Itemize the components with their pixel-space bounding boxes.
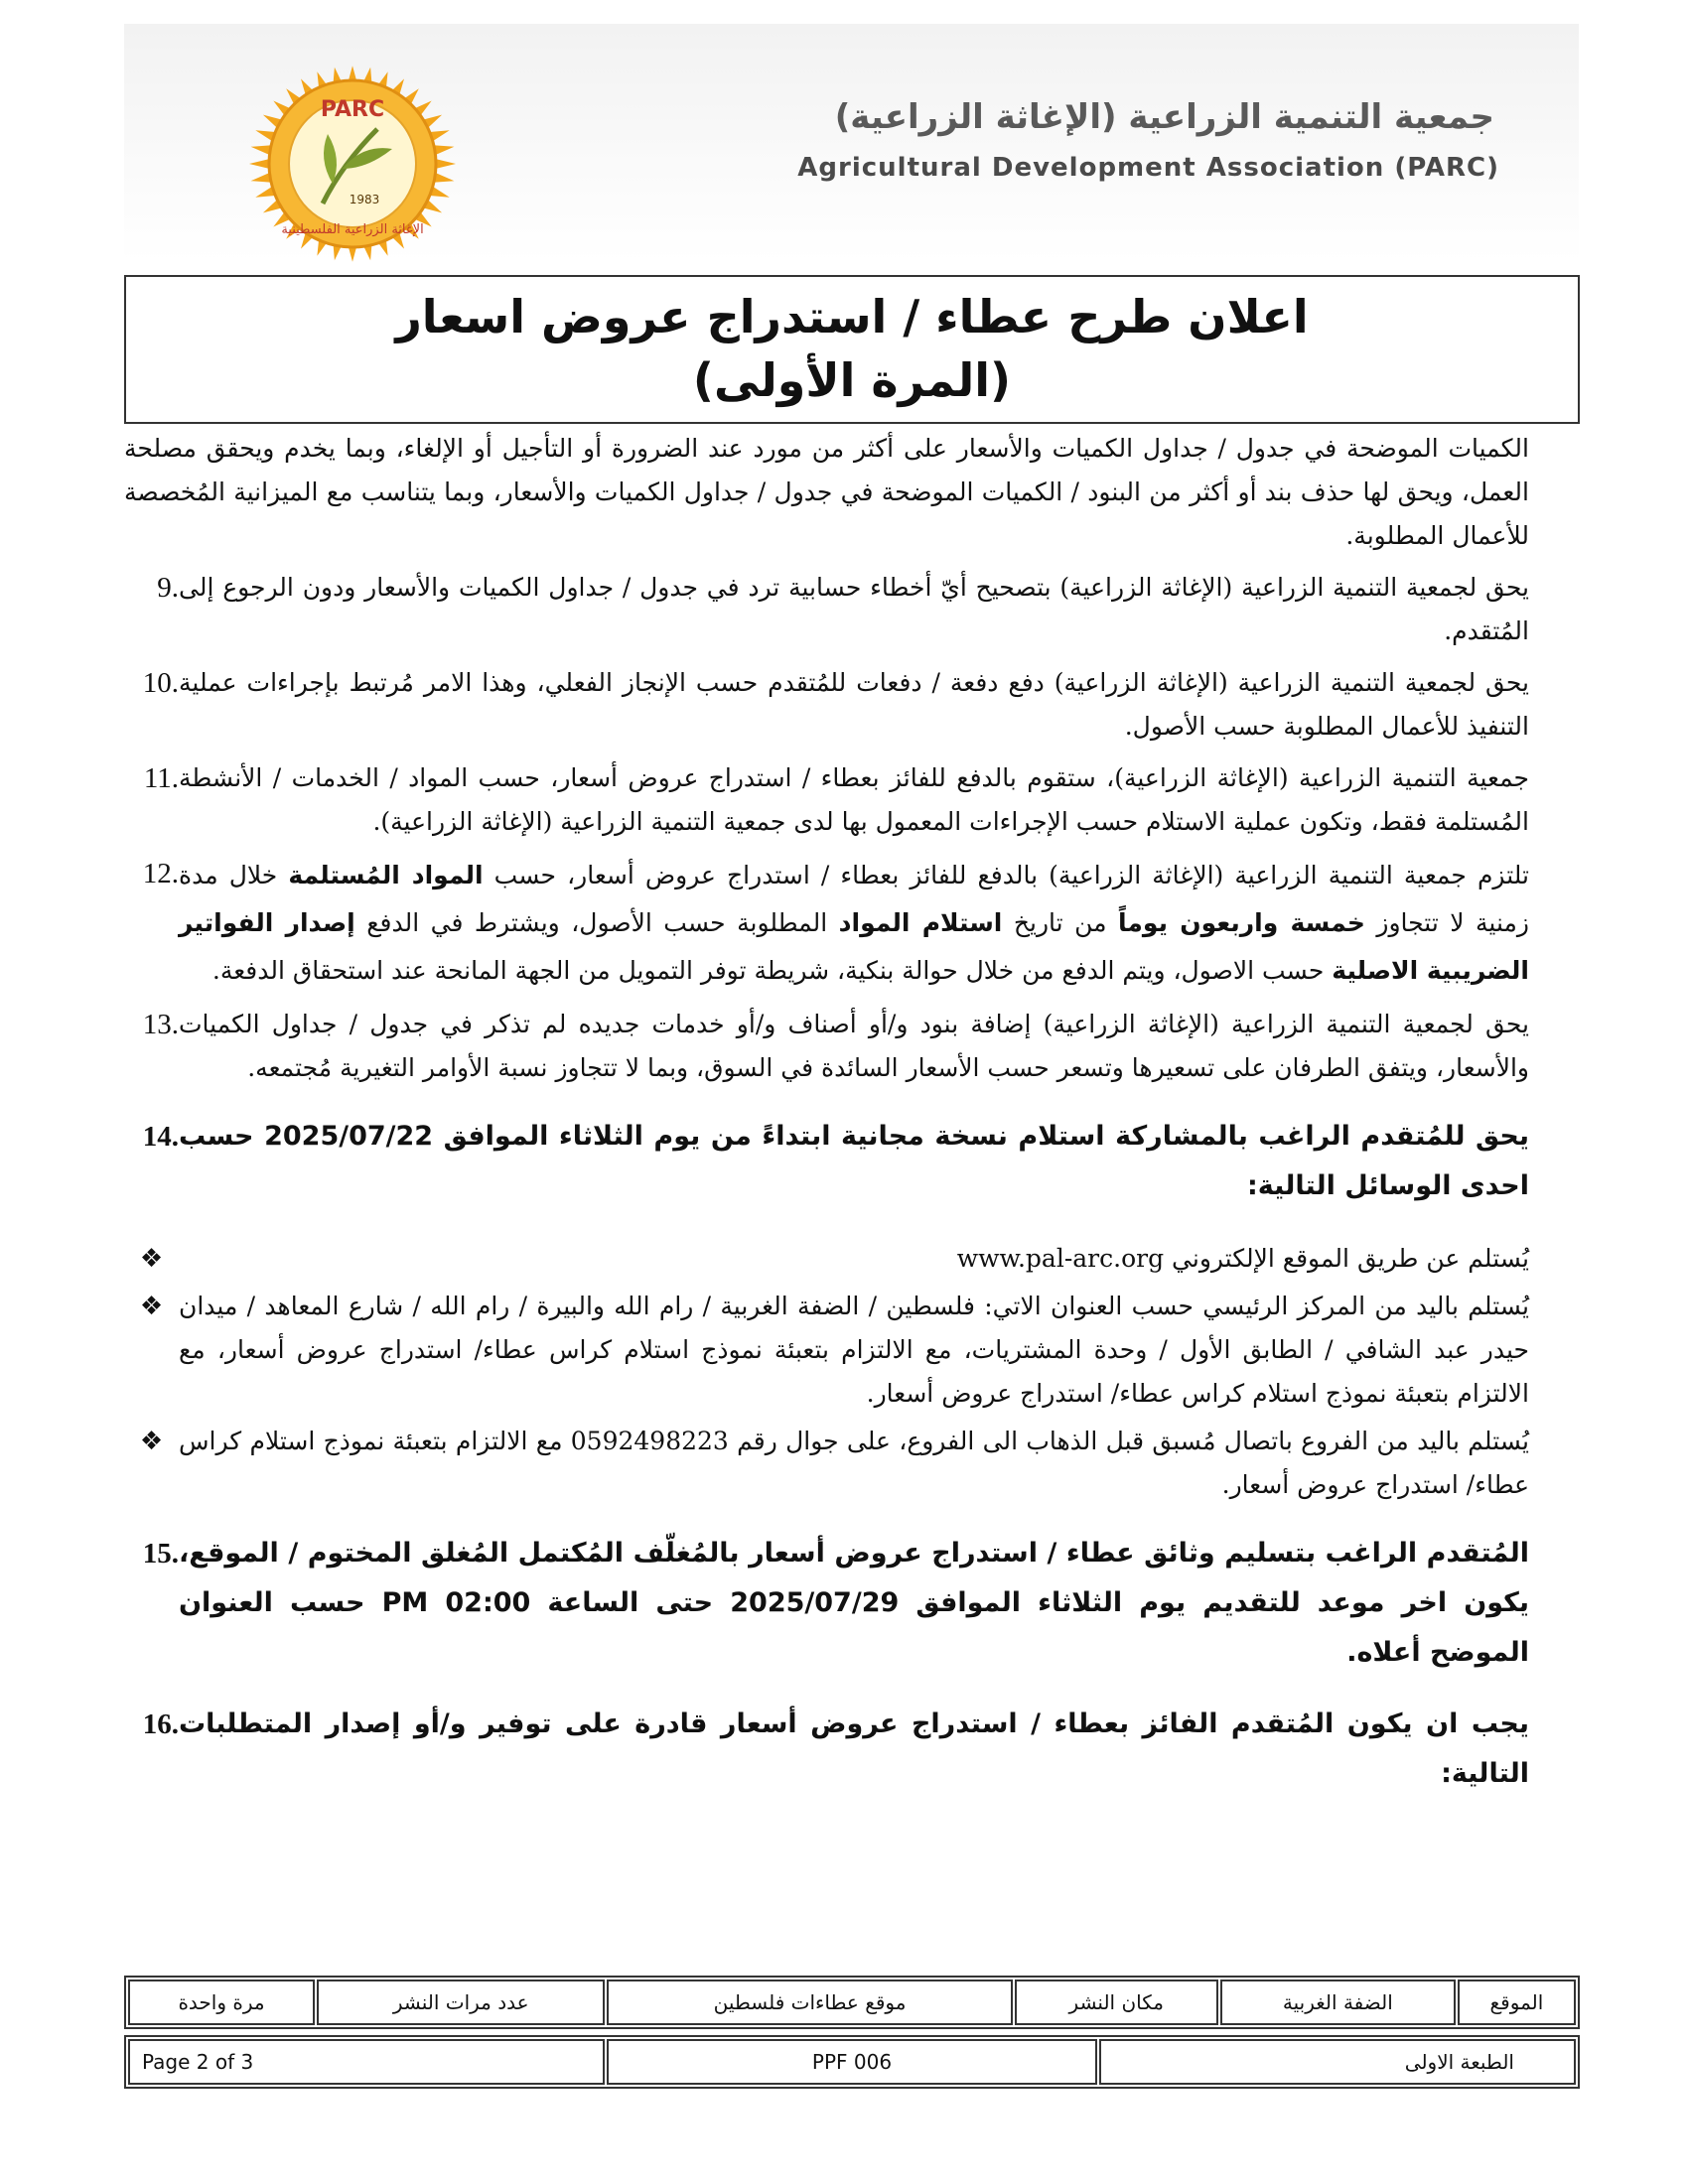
parc-logo — [194, 55, 511, 273]
clause-text: المُتقدم الراغب بتسليم وثائق عطاء / استدراج عروض أسعار بالمُغلّف المُكتمل المُغلق المختوم / الموقع، يكون اخر موعد للتقديم يوم الثلاثاء الموافق 2025/07/29 حتى الساعة 02:00 PM حسب العنوان الموضح أعلاه. — [179, 1538, 1530, 1668]
clause-number: 13. — [142, 1009, 179, 1040]
clause-14 — [124, 1112, 1529, 1211]
clause-text-part: من تاريخ — [1002, 908, 1119, 937]
clause-text: يحق لجمعية التنمية الزراعية (الإغاثة الزراعية) بتصحيح أيّ أخطاء حسابية ترد في جدول / جداول الكميات والأسعار ودون الرجوع إلى المُتقدم. — [179, 573, 1529, 645]
table-cell: الضفة الغربية — [1220, 1979, 1456, 2025]
table-cell: عدد مرات النشر — [317, 1979, 605, 2025]
table-cell: الموقع — [1458, 1979, 1576, 2025]
list-item — [124, 1285, 1529, 1416]
announcement-title: اعلان طرح عطاء / استدراج عروض اسعار — [395, 290, 1309, 343]
clause-emphasis: إصدار الفواتير الضريبية الاصلية — [179, 908, 1529, 985]
clause-text: يجب ان يكون المُتقدم الفائز بعطاء / استدراج عروض أسعار قادرة على توفير و/أو إصدار المتطلبات التالية: — [179, 1708, 1529, 1789]
page-info-table — [124, 2035, 1580, 2089]
clause-number: 11. — [143, 762, 179, 794]
table-row — [128, 1979, 1576, 2025]
clause-emphasis: خمسة واربعون يوماً — [1118, 908, 1365, 937]
clause-text: جمعية التنمية الزراعية (الإغاثة الزراعية)، ستقوم بالدفع للفائز بعطاء / استدراج عروض أسعار، حسب المواد / الخدمات / الأنشطة المُستلمة فقط، وتكون عملية الاستلام حسب الإجراءات المعمول بها لدى جمعية التنمية الزراعية (الإغاثة الزراعية). — [179, 763, 1529, 836]
clause-16 — [124, 1700, 1529, 1799]
clause-text-part: حسب الاصول، ويتم الدفع من خلال حوالة بنكية، شريطة توفر التمويل من الجهة المانحة عند استحقاق الدفعة. — [211, 956, 1333, 985]
clause-number: 10. — [142, 667, 179, 699]
clause-11 — [124, 756, 1529, 844]
diamond-bullet-icon: ❖ — [139, 1292, 164, 1321]
table-cell: مرة واحدة — [128, 1979, 315, 2025]
clause-9 — [124, 566, 1529, 653]
clause-number: 12. — [142, 858, 179, 889]
logo-year: 1983 — [349, 193, 380, 206]
clause-emphasis: استلام المواد — [838, 908, 1003, 937]
list-item-text: يُستلم باليد من المركز الرئيسي حسب العنوان الاتي: فلسطين / الضفة الغربية / رام الله والبيرة / رام الله / شارع المعاهد / ميدان حيدر عبد الشافي / الطابق الأول / وحدة المشتريات، مع الالتزام بتعبئة نموذج استلام كراس عطاء/ استدراج عروض أسعار، مع الالتزام بتعبئة نموذج استلام كراس عطاء/ استدراج عروض أسعار. — [179, 1292, 1529, 1408]
list-item-text: يُستلم عن طريق الموقع الإلكتروني www.pal-arc.org — [956, 1244, 1529, 1273]
clause-text: يحق لجمعية التنمية الزراعية (الإغاثة الزراعية) إضافة بنود و/أو أصناف و/أو خدمات جديده لم تذكر في جدول / جداول الكميات والأسعار، ويتفق الطرفان على تسعيرها وتسعر حسب الأسعار السائدة في السوق، وبما لا تتجاوز نسبة الأوامر التغيرية مُجتمعه. — [179, 1010, 1529, 1082]
clause-15 — [124, 1529, 1529, 1678]
clause-text-part: خلال مدة زمنية لا تتجاوز — [179, 861, 1529, 937]
announcement-subtitle: (المرة الأولى) — [692, 353, 1012, 407]
clause-text: يحق للمُتقدم الراغب بالمشاركة استلام نسخة مجانية ابتداءً من يوم الثلاثاء الموافق 2025/07/22 حسب احدى الوسائل التالية: — [179, 1121, 1529, 1201]
clause-13 — [124, 1003, 1529, 1090]
clause-text-part: المطلوبة حسب الأصول، ويشترط في الدفع — [354, 908, 839, 937]
list-item — [124, 1237, 1529, 1281]
list-item — [124, 1420, 1529, 1507]
intro-paragraph: الكميات الموضحة في جدول / جداول الكميات والأسعار على أكثر من مورد عند الضرورة أو التأجيل أو الإلغاء، وبما يخدم ويحقق مصلحة العمل، ويحق لها حذف بند أو أكثر من البنود / الكميات الموضحة في جدول / جداول الكميات والأسعار، وبما يتناسب مع الميزانية المُخصصة للأعمال المطلوبة. — [124, 434, 1529, 550]
logo-text-bottom: الإغاثة الزراعية الفلسطينية — [281, 222, 424, 237]
document-body — [124, 427, 1529, 1807]
clause-emphasis: المواد المُستلمة — [288, 861, 484, 889]
form-code: PPF 006 — [607, 2039, 1097, 2085]
list-item-text: يُستلم باليد من الفروع باتصال مُسبق قبل الذهاب الى الفروع، على جوال رقم 0592498223 مع الالتزام بتعبئة نموذج استلام كراس عطاء/ استدراج عروض أسعار. — [179, 1427, 1530, 1499]
clause-number: 16. — [142, 1708, 179, 1740]
org-name-english: Agricultural Development Association (PARC) — [797, 153, 1499, 183]
clause-text-part: تلتزم جمعية التنمية الزراعية (الإغاثة الزراعية) بالدفع للفائز بعطاء / استدراج عروض أسعار، حسب — [483, 861, 1529, 889]
edition-label: الطبعة الاولى — [1099, 2039, 1576, 2085]
publication-info-table — [124, 1976, 1580, 2029]
diamond-bullet-icon: ❖ — [139, 1427, 164, 1456]
org-name-arabic: جمعية التنمية الزراعية (الإغاثة الزراعية) — [834, 97, 1494, 137]
table-cell: موقع عطاءات فلسطين — [607, 1979, 1012, 2025]
clause-number: 9. — [157, 572, 179, 604]
table-cell: مكان النشر — [1015, 1979, 1218, 2025]
clause-number: 14. — [142, 1121, 179, 1153]
logo-text-top: PARC — [320, 97, 385, 122]
clause-12 — [124, 852, 1529, 995]
announcement-title-box — [124, 275, 1580, 424]
collection-methods-list — [124, 1237, 1529, 1507]
table-row — [128, 2039, 1576, 2085]
clause-text: يحق لجمعية التنمية الزراعية (الإغاثة الزراعية) دفع دفعة / دفعات للمُتقدم حسب الإنجاز الفعلي، وهذا الامر مُرتبط بإجراءات عملية التنفيذ للأعمال المطلوبة حسب الأصول. — [179, 668, 1529, 741]
clause-text — [179, 852, 1529, 995]
diamond-bullet-icon: ❖ — [139, 1244, 164, 1274]
clause-10 — [124, 661, 1529, 749]
clause-number: 15. — [142, 1538, 179, 1570]
page-number: Page 2 of 3 — [128, 2039, 605, 2085]
